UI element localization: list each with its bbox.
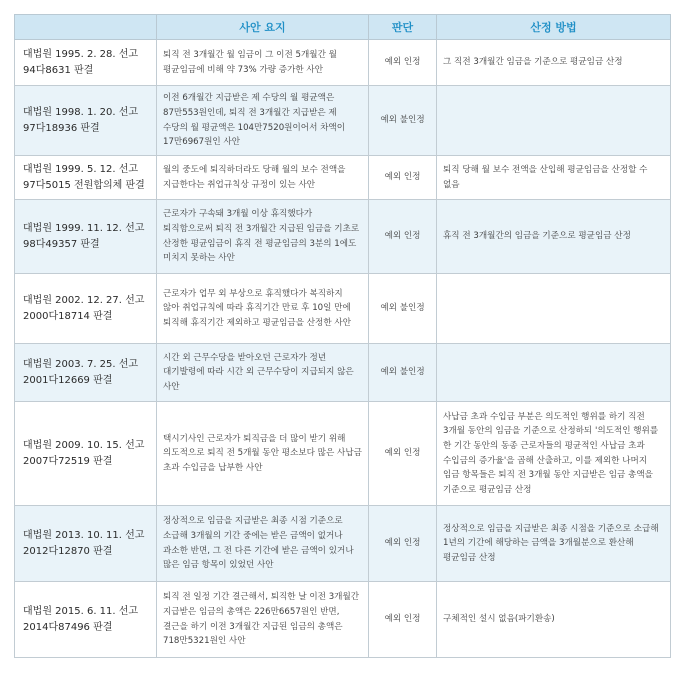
case-cell: 대법원 2013. 10. 11. 선고 2012다12870 판결 [15, 506, 157, 582]
judgment-cell: 예외 인정 [369, 200, 437, 274]
table-header-row [15, 15, 671, 40]
method-cell [437, 344, 671, 402]
method-cell: 정상적으로 임금을 지급받은 최종 시점을 기준으로 소급해 1년의 기간에 해당하는 금액을 3개월분으로 환산해 평균임금 산정 [437, 506, 671, 582]
case-cell: 대법원 1999. 11. 12. 선고 98다49357 판결 [15, 200, 157, 274]
judgment-cell: 예외 불인정 [369, 344, 437, 402]
summary-cell: 이전 6개월간 지급받은 제 수당의 월 평균액은 87만553원인데, 퇴직 전 3개월간 지급받은 제 수당의 월 평균액은 104만7520원이어서 차액이 17만6967원인 사안 [157, 86, 369, 156]
header-method: 산정 방법 [437, 15, 671, 40]
method-cell: 사납금 초과 수입금 부분은 의도적인 행위를 하기 직전 3개월 동안의 임금을 기준으로 산정하되 '의도적인 행위를 한 기간 동안의 동종 근로자들의 평균적인 사납금 초과 수입금의 증가율'을 곱해 산출하고, 이를 제외한 나머지 임금 항목들은 퇴직 전 3개월 동안 지급받은 임금 총액을 기준으로 평균임금 산정 [437, 402, 671, 506]
case-cell: 대법원 2003. 7. 25. 선고 2001다12669 판결 [15, 344, 157, 402]
header-judgment: 판단 [369, 15, 437, 40]
judgment-cell: 예외 인정 [369, 156, 437, 200]
table-row [15, 402, 671, 506]
summary-cell: 택시기사인 근로자가 퇴직금을 더 많이 받기 위해 의도적으로 퇴직 전 5개월 동안 평소보다 많은 사납금 초과 수입금을 납부한 사안 [157, 402, 369, 506]
judgment-cell: 예외 인정 [369, 582, 437, 658]
method-cell: 구체적인 설시 없음(파기환송) [437, 582, 671, 658]
table-row [15, 86, 671, 156]
judgment-cell: 예외 불인정 [369, 86, 437, 156]
method-cell [437, 86, 671, 156]
table-row [15, 274, 671, 344]
table-row [15, 344, 671, 402]
summary-cell: 시간 외 근무수당을 받아오던 근로자가 정년 대기발령에 따라 시간 외 근무수당이 지급되지 않은 사안 [157, 344, 369, 402]
case-cell: 대법원 1998. 1. 20. 선고 97다18936 판결 [15, 86, 157, 156]
summary-cell: 월의 중도에 퇴직하더라도 당해 월의 보수 전액을 지급한다는 취업규칙상 규정이 있는 사안 [157, 156, 369, 200]
table-row [15, 40, 671, 86]
judgment-cell: 예외 불인정 [369, 274, 437, 344]
summary-cell: 퇴직 전 일정 기간 결근해서, 퇴직한 날 이전 3개월간 지급받은 임금의 총액은 226만6657원인 반면, 결근을 하기 이전 3개월간 지급된 임금의 총액은 718만5321원인 사안 [157, 582, 369, 658]
precedent-table [14, 14, 671, 658]
method-cell [437, 274, 671, 344]
case-cell: 대법원 2002. 12. 27. 선고 2000다18714 판결 [15, 274, 157, 344]
case-cell: 대법원 1995. 2. 28. 선고 94다8631 판결 [15, 40, 157, 86]
judgment-cell: 예외 인정 [369, 40, 437, 86]
summary-cell: 근로자가 구속돼 3개월 이상 휴직했다가 퇴직함으로써 퇴직 전 3개월간 지급된 임금을 기초로 산정한 평균임금이 휴직 전 평균임금의 3분의 1에도 미치지 못하는 사안 [157, 200, 369, 274]
case-cell: 대법원 2015. 6. 11. 선고 2014다87496 판결 [15, 582, 157, 658]
case-cell: 대법원 2009. 10. 15. 선고 2007다72519 판결 [15, 402, 157, 506]
header-case [15, 15, 157, 40]
judgment-cell: 예외 인정 [369, 402, 437, 506]
judgment-cell: 예외 인정 [369, 506, 437, 582]
table-row [15, 156, 671, 200]
case-cell: 대법원 1999. 5. 12. 선고 97다5015 전원합의체 판결 [15, 156, 157, 200]
summary-cell: 정상적으로 임금을 지급받은 최종 시점 기준으로 소급해 3개월의 기간 중에는 받은 금액이 없거나 과소한 반면, 그 전 다른 기간에 받은 금액이 있거나 많은 임금 항목이 있었던 사안 [157, 506, 369, 582]
table-row [15, 506, 671, 582]
method-cell: 퇴직 당해 월 보수 전액을 산입해 평균임금을 산정할 수 없음 [437, 156, 671, 200]
header-summary: 사안 요지 [157, 15, 369, 40]
table-row [15, 582, 671, 658]
method-cell: 휴직 전 3개월간의 임금을 기준으로 평균임금 산정 [437, 200, 671, 274]
summary-cell: 근로자가 업무 외 부상으로 휴직했다가 복직하지 않아 취업규칙에 따라 휴직기간 만료 후 10일 만에 퇴직해 휴직기간 제외하고 평균임금을 산정한 사안 [157, 274, 369, 344]
method-cell: 그 직전 3개월간 임금을 기준으로 평균임금 산정 [437, 40, 671, 86]
table-row [15, 200, 671, 274]
summary-cell: 퇴직 전 3개월간 월 임금이 그 이전 5개월간 월 평균임금에 비해 약 73% 가량 증가한 사안 [157, 40, 369, 86]
